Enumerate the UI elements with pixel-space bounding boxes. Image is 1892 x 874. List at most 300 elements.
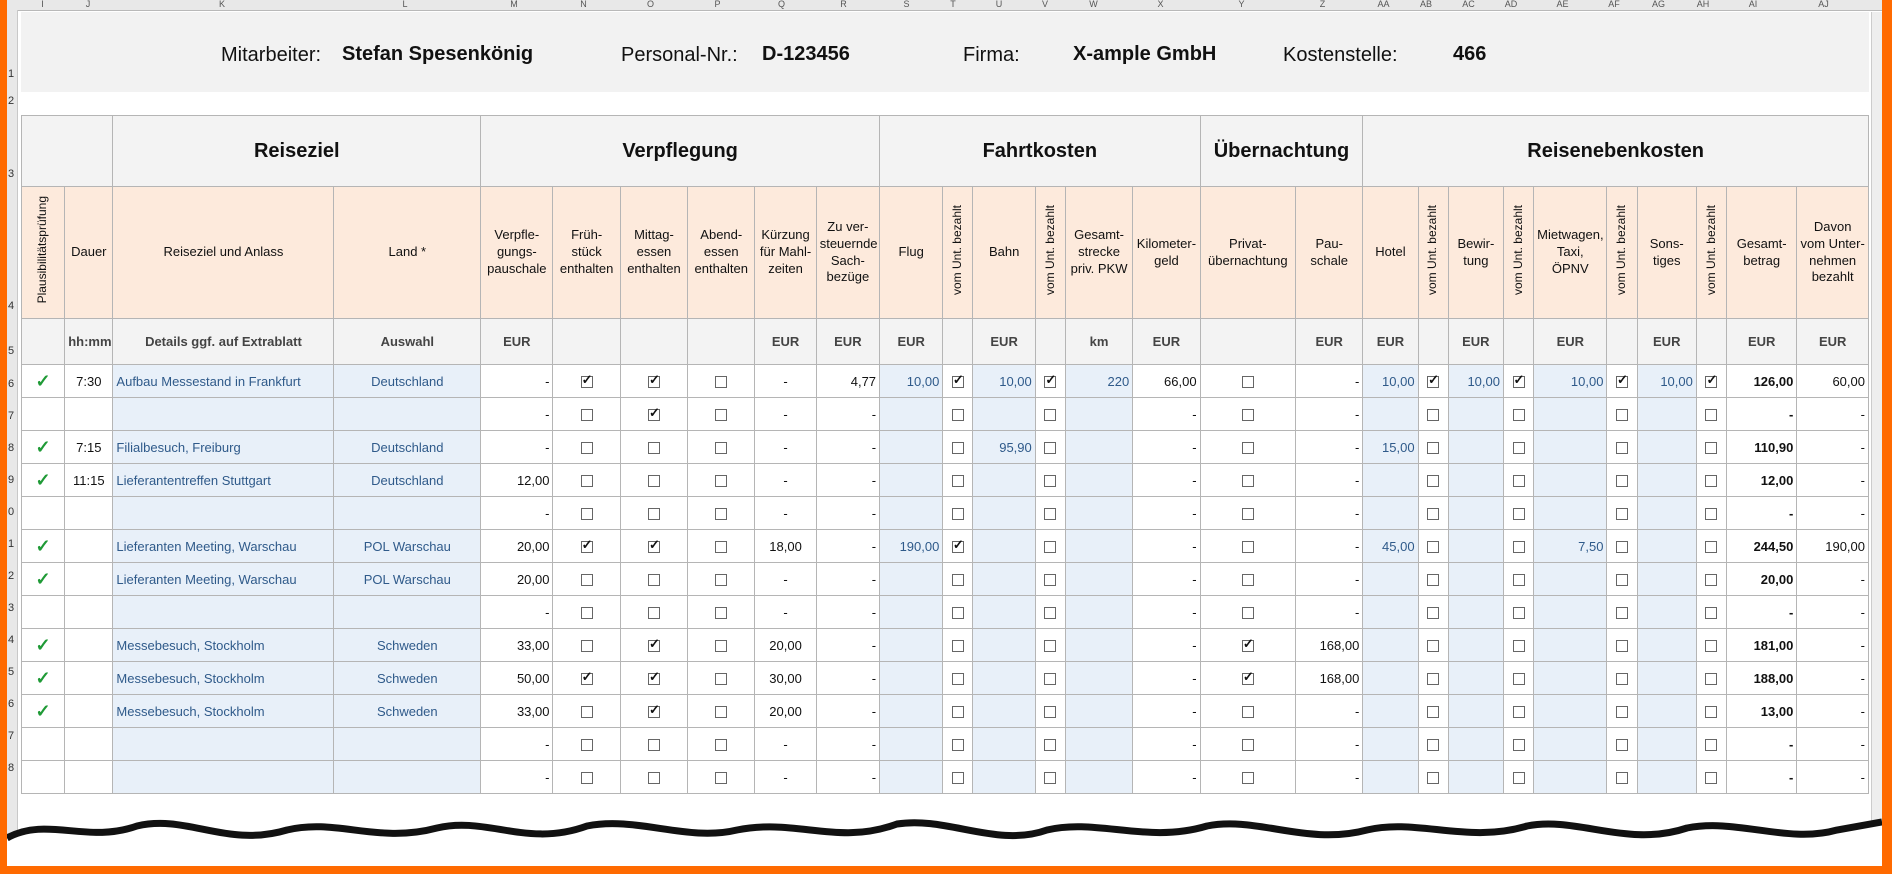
rental-paid-checkbox[interactable] xyxy=(1607,497,1637,530)
column-letter[interactable]: J xyxy=(85,0,91,9)
checkbox-icon[interactable] xyxy=(1616,706,1628,718)
distance-cell[interactable] xyxy=(1065,464,1132,497)
duration-cell[interactable] xyxy=(65,629,113,662)
hospitality-paid-checkbox[interactable] xyxy=(1503,398,1533,431)
row-number[interactable]: 3 xyxy=(8,602,15,614)
train-paid-checkbox[interactable] xyxy=(1035,464,1065,497)
checkbox-icon[interactable] xyxy=(952,376,964,388)
employee-name[interactable]: Stefan Spesenkönig xyxy=(342,43,534,65)
breakfast-checkbox[interactable] xyxy=(553,431,620,464)
other-paid-checkbox[interactable] xyxy=(1696,563,1726,596)
checkbox-icon[interactable] xyxy=(715,607,727,619)
checkbox-icon[interactable] xyxy=(1044,706,1056,718)
train-paid-checkbox[interactable] xyxy=(1035,728,1065,761)
column-letter[interactable]: AE xyxy=(1556,0,1569,9)
other-cost-cell[interactable] xyxy=(1637,464,1696,497)
checkbox-icon[interactable] xyxy=(1616,640,1628,652)
column-letter[interactable]: K xyxy=(218,0,226,9)
rental-paid-checkbox[interactable] xyxy=(1607,629,1637,662)
hotel-cost-cell[interactable] xyxy=(1363,728,1418,761)
checkbox-icon[interactable] xyxy=(1242,640,1254,652)
other-paid-checkbox[interactable] xyxy=(1696,662,1726,695)
lunch-checkbox[interactable] xyxy=(620,662,687,695)
checkbox-icon[interactable] xyxy=(1242,706,1254,718)
hospitality-cost-cell[interactable] xyxy=(1448,695,1503,728)
hotel-paid-checkbox[interactable] xyxy=(1418,695,1448,728)
lunch-checkbox[interactable] xyxy=(620,431,687,464)
checkbox-icon[interactable] xyxy=(715,706,727,718)
train-paid-checkbox[interactable] xyxy=(1035,695,1065,728)
checkbox-icon[interactable] xyxy=(1513,706,1525,718)
hospitality-paid-checkbox[interactable] xyxy=(1503,431,1533,464)
hospitality-cost-cell[interactable] xyxy=(1448,629,1503,662)
checkbox-icon[interactable] xyxy=(715,673,727,685)
flight-paid-checkbox[interactable] xyxy=(943,398,973,431)
flight-paid-checkbox[interactable] xyxy=(943,530,973,563)
column-letter[interactable]: L xyxy=(402,0,408,9)
checkbox-icon[interactable] xyxy=(1616,475,1628,487)
row-number[interactable]: 7 xyxy=(8,410,15,422)
checkbox-icon[interactable] xyxy=(1427,541,1439,553)
checkbox-icon[interactable] xyxy=(952,739,964,751)
row-number[interactable]: 6 xyxy=(8,698,15,710)
private-stay-checkbox[interactable] xyxy=(1200,629,1295,662)
hotel-paid-checkbox[interactable] xyxy=(1418,431,1448,464)
hotel-paid-checkbox[interactable] xyxy=(1418,728,1448,761)
dinner-checkbox[interactable] xyxy=(688,695,755,728)
private-stay-checkbox[interactable] xyxy=(1200,365,1295,398)
country-select[interactable]: Schweden xyxy=(334,662,481,695)
other-cost-cell[interactable] xyxy=(1637,563,1696,596)
train-paid-checkbox[interactable] xyxy=(1035,662,1065,695)
hospitality-cost-cell[interactable] xyxy=(1448,464,1503,497)
dinner-checkbox[interactable] xyxy=(688,464,755,497)
train-paid-checkbox[interactable] xyxy=(1035,563,1065,596)
breakfast-checkbox[interactable] xyxy=(553,728,620,761)
distance-cell[interactable] xyxy=(1065,497,1132,530)
hotel-cost-cell[interactable] xyxy=(1363,662,1418,695)
flight-cost-cell[interactable] xyxy=(880,398,943,431)
rental-paid-checkbox[interactable] xyxy=(1607,464,1637,497)
lunch-checkbox[interactable] xyxy=(620,728,687,761)
checkbox-icon[interactable] xyxy=(1242,772,1254,784)
destination-cell[interactable]: Messebesuch, Stockholm xyxy=(113,695,334,728)
checkbox-icon[interactable] xyxy=(715,739,727,751)
destination-cell[interactable] xyxy=(113,398,334,431)
row-number[interactable]: 3 xyxy=(8,168,15,180)
rental-cost-cell[interactable]: 10,00 xyxy=(1534,365,1607,398)
checkbox-icon[interactable] xyxy=(1616,772,1628,784)
checkbox-icon[interactable] xyxy=(1242,508,1254,520)
rental-cost-cell[interactable] xyxy=(1534,431,1607,464)
checkbox-icon[interactable] xyxy=(648,442,660,454)
breakfast-checkbox[interactable] xyxy=(553,365,620,398)
hotel-paid-checkbox[interactable] xyxy=(1418,629,1448,662)
private-stay-checkbox[interactable] xyxy=(1200,761,1295,794)
checkbox-icon[interactable] xyxy=(581,772,593,784)
flight-paid-checkbox[interactable] xyxy=(943,629,973,662)
flight-cost-cell[interactable] xyxy=(880,662,943,695)
hospitality-paid-checkbox[interactable] xyxy=(1503,497,1533,530)
flight-paid-checkbox[interactable] xyxy=(943,761,973,794)
train-cost-cell[interactable] xyxy=(973,629,1035,662)
checkbox-icon[interactable] xyxy=(715,442,727,454)
lunch-checkbox[interactable] xyxy=(620,629,687,662)
hospitality-cost-cell[interactable] xyxy=(1448,596,1503,629)
destination-cell[interactable]: Messebesuch, Stockholm xyxy=(113,662,334,695)
destination-cell[interactable]: Aufbau Messestand in Frankfurt xyxy=(113,365,334,398)
flight-cost-cell[interactable] xyxy=(880,695,943,728)
country-select[interactable] xyxy=(334,398,481,431)
hotel-cost-cell[interactable] xyxy=(1363,497,1418,530)
train-cost-cell[interactable] xyxy=(973,563,1035,596)
flight-cost-cell[interactable] xyxy=(880,761,943,794)
other-paid-checkbox[interactable] xyxy=(1696,728,1726,761)
checkbox-icon[interactable] xyxy=(1427,673,1439,685)
checkbox-icon[interactable] xyxy=(648,607,660,619)
other-paid-checkbox[interactable] xyxy=(1696,596,1726,629)
checkbox-icon[interactable] xyxy=(1513,739,1525,751)
checkbox-icon[interactable] xyxy=(1616,739,1628,751)
lunch-checkbox[interactable] xyxy=(620,464,687,497)
row-number[interactable]: 6 xyxy=(8,378,15,390)
hotel-paid-checkbox[interactable] xyxy=(1418,398,1448,431)
checkbox-icon[interactable] xyxy=(1044,574,1056,586)
private-stay-checkbox[interactable] xyxy=(1200,596,1295,629)
breakfast-checkbox[interactable] xyxy=(553,497,620,530)
checkbox-icon[interactable] xyxy=(1705,442,1717,454)
checkbox-icon[interactable] xyxy=(648,574,660,586)
checkbox-icon[interactable] xyxy=(1427,640,1439,652)
hotel-paid-checkbox[interactable] xyxy=(1418,497,1448,530)
rental-cost-cell[interactable] xyxy=(1534,563,1607,596)
rental-cost-cell[interactable] xyxy=(1534,695,1607,728)
checkbox-icon[interactable] xyxy=(581,508,593,520)
train-paid-checkbox[interactable] xyxy=(1035,431,1065,464)
checkbox-icon[interactable] xyxy=(648,475,660,487)
destination-cell[interactable]: Messebesuch, Stockholm xyxy=(113,629,334,662)
checkbox-icon[interactable] xyxy=(1513,607,1525,619)
other-paid-checkbox[interactable] xyxy=(1696,530,1726,563)
checkbox-icon[interactable] xyxy=(581,607,593,619)
distance-cell[interactable] xyxy=(1065,695,1132,728)
country-select[interactable] xyxy=(334,761,481,794)
checkbox-icon[interactable] xyxy=(1705,673,1717,685)
company-name[interactable]: X-ample GmbH xyxy=(1073,43,1217,65)
destination-cell[interactable]: Lieferantentreffen Stuttgart xyxy=(113,464,334,497)
checkbox-icon[interactable] xyxy=(1242,442,1254,454)
distance-cell[interactable] xyxy=(1065,431,1132,464)
hotel-cost-cell[interactable] xyxy=(1363,464,1418,497)
checkbox-icon[interactable] xyxy=(581,376,593,388)
checkbox-icon[interactable] xyxy=(1044,607,1056,619)
other-paid-checkbox[interactable] xyxy=(1696,497,1726,530)
rental-cost-cell[interactable] xyxy=(1534,728,1607,761)
flight-paid-checkbox[interactable] xyxy=(943,662,973,695)
country-select[interactable]: Deutschland xyxy=(334,365,481,398)
hotel-paid-checkbox[interactable] xyxy=(1418,662,1448,695)
checkbox-icon[interactable] xyxy=(1616,508,1628,520)
breakfast-checkbox[interactable] xyxy=(553,695,620,728)
train-cost-cell[interactable] xyxy=(973,728,1035,761)
row-number[interactable]: 0 xyxy=(8,506,15,518)
breakfast-checkbox[interactable] xyxy=(553,596,620,629)
checkbox-icon[interactable] xyxy=(1427,706,1439,718)
hospitality-paid-checkbox[interactable] xyxy=(1503,530,1533,563)
private-stay-checkbox[interactable] xyxy=(1200,497,1295,530)
checkbox-icon[interactable] xyxy=(648,541,660,553)
rental-cost-cell[interactable]: 7,50 xyxy=(1534,530,1607,563)
private-stay-checkbox[interactable] xyxy=(1200,563,1295,596)
checkbox-icon[interactable] xyxy=(1242,541,1254,553)
checkbox-icon[interactable] xyxy=(1427,442,1439,454)
row-number[interactable]: 2 xyxy=(8,95,15,107)
rental-cost-cell[interactable] xyxy=(1534,662,1607,695)
checkbox-icon[interactable] xyxy=(648,673,660,685)
country-select[interactable]: POL Warschau xyxy=(334,563,481,596)
duration-cell[interactable] xyxy=(65,761,113,794)
other-paid-checkbox[interactable] xyxy=(1696,464,1726,497)
distance-cell[interactable] xyxy=(1065,629,1132,662)
checkbox-icon[interactable] xyxy=(715,574,727,586)
checkbox-icon[interactable] xyxy=(1044,772,1056,784)
distance-cell[interactable] xyxy=(1065,530,1132,563)
train-paid-checkbox[interactable] xyxy=(1035,761,1065,794)
other-cost-cell[interactable] xyxy=(1637,530,1696,563)
column-letter[interactable]: AH xyxy=(1696,0,1710,9)
rental-cost-cell[interactable] xyxy=(1534,629,1607,662)
breakfast-checkbox[interactable] xyxy=(553,464,620,497)
row-number[interactable]: 8 xyxy=(8,762,15,774)
country-select[interactable] xyxy=(334,728,481,761)
checkbox-icon[interactable] xyxy=(952,673,964,685)
destination-cell[interactable]: Filialbesuch, Freiburg xyxy=(113,431,334,464)
rental-paid-checkbox[interactable] xyxy=(1607,398,1637,431)
checkbox-icon[interactable] xyxy=(1705,640,1717,652)
train-cost-cell[interactable]: 95,90 xyxy=(973,431,1035,464)
private-stay-checkbox[interactable] xyxy=(1200,398,1295,431)
country-select[interactable] xyxy=(334,596,481,629)
lunch-checkbox[interactable] xyxy=(620,365,687,398)
hotel-paid-checkbox[interactable] xyxy=(1418,464,1448,497)
duration-cell[interactable]: 11:15 xyxy=(65,464,113,497)
checkbox-icon[interactable] xyxy=(715,640,727,652)
hospitality-cost-cell[interactable] xyxy=(1448,761,1503,794)
checkbox-icon[interactable] xyxy=(952,640,964,652)
duration-cell[interactable] xyxy=(65,398,113,431)
destination-cell[interactable] xyxy=(113,728,334,761)
dinner-checkbox[interactable] xyxy=(688,563,755,596)
checkbox-icon[interactable] xyxy=(1513,574,1525,586)
train-paid-checkbox[interactable] xyxy=(1035,365,1065,398)
hotel-cost-cell[interactable] xyxy=(1363,563,1418,596)
column-letter[interactable]: T xyxy=(950,0,956,9)
dinner-checkbox[interactable] xyxy=(688,596,755,629)
checkbox-icon[interactable] xyxy=(1044,508,1056,520)
private-stay-checkbox[interactable] xyxy=(1200,464,1295,497)
checkbox-icon[interactable] xyxy=(1044,673,1056,685)
checkbox-icon[interactable] xyxy=(581,739,593,751)
other-cost-cell[interactable] xyxy=(1637,431,1696,464)
rental-paid-checkbox[interactable] xyxy=(1607,662,1637,695)
other-cost-cell[interactable] xyxy=(1637,596,1696,629)
country-select[interactable]: Schweden xyxy=(334,695,481,728)
checkbox-icon[interactable] xyxy=(581,442,593,454)
personnel-number[interactable]: D-123456 xyxy=(762,43,850,65)
rental-cost-cell[interactable] xyxy=(1534,464,1607,497)
checkbox-icon[interactable] xyxy=(952,607,964,619)
destination-cell[interactable] xyxy=(113,761,334,794)
checkbox-icon[interactable] xyxy=(1513,508,1525,520)
hospitality-paid-checkbox[interactable] xyxy=(1503,728,1533,761)
column-letter[interactable]: P xyxy=(714,0,721,9)
costcenter-value[interactable]: 466 xyxy=(1453,43,1487,65)
checkbox-icon[interactable] xyxy=(1242,574,1254,586)
duration-cell[interactable]: 7:30 xyxy=(65,365,113,398)
column-letter[interactable]: AB xyxy=(1419,0,1433,9)
checkbox-icon[interactable] xyxy=(581,475,593,487)
distance-cell[interactable] xyxy=(1065,728,1132,761)
flight-paid-checkbox[interactable] xyxy=(943,497,973,530)
hospitality-cost-cell[interactable] xyxy=(1448,728,1503,761)
train-cost-cell[interactable] xyxy=(973,497,1035,530)
lunch-checkbox[interactable] xyxy=(620,563,687,596)
duration-cell[interactable]: 7:15 xyxy=(65,431,113,464)
checkbox-icon[interactable] xyxy=(1242,409,1254,421)
checkbox-icon[interactable] xyxy=(1044,640,1056,652)
column-letter[interactable]: N xyxy=(580,0,587,9)
checkbox-icon[interactable] xyxy=(1242,673,1254,685)
distance-cell[interactable] xyxy=(1065,662,1132,695)
breakfast-checkbox[interactable] xyxy=(553,629,620,662)
other-cost-cell[interactable] xyxy=(1637,629,1696,662)
checkbox-icon[interactable] xyxy=(952,574,964,586)
row-number[interactable]: 9 xyxy=(8,474,15,486)
flight-cost-cell[interactable]: 10,00 xyxy=(880,365,943,398)
other-cost-cell[interactable]: 10,00 xyxy=(1637,365,1696,398)
checkbox-icon[interactable] xyxy=(715,475,727,487)
hotel-cost-cell[interactable] xyxy=(1363,629,1418,662)
column-letter[interactable]: U xyxy=(995,0,1003,9)
duration-cell[interactable] xyxy=(65,530,113,563)
hotel-paid-checkbox[interactable] xyxy=(1418,596,1448,629)
dinner-checkbox[interactable] xyxy=(688,497,755,530)
checkbox-icon[interactable] xyxy=(648,409,660,421)
checkbox-icon[interactable] xyxy=(1513,772,1525,784)
duration-cell[interactable] xyxy=(65,662,113,695)
other-cost-cell[interactable] xyxy=(1637,497,1696,530)
checkbox-icon[interactable] xyxy=(1427,508,1439,520)
hospitality-paid-checkbox[interactable] xyxy=(1503,695,1533,728)
checkbox-icon[interactable] xyxy=(648,640,660,652)
checkbox-icon[interactable] xyxy=(1427,607,1439,619)
column-letter[interactable]: AA xyxy=(1377,0,1390,9)
column-letter[interactable]: AI xyxy=(1748,0,1758,9)
hotel-paid-checkbox[interactable] xyxy=(1418,530,1448,563)
hospitality-cost-cell[interactable] xyxy=(1448,563,1503,596)
dinner-checkbox[interactable] xyxy=(688,431,755,464)
column-letter[interactable]: AJ xyxy=(1818,0,1829,9)
country-select[interactable] xyxy=(334,497,481,530)
row-number[interactable]: 7 xyxy=(8,730,15,742)
rental-paid-checkbox[interactable] xyxy=(1607,431,1637,464)
rental-cost-cell[interactable] xyxy=(1534,398,1607,431)
row-number[interactable]: 4 xyxy=(8,634,15,646)
duration-cell[interactable] xyxy=(65,728,113,761)
hotel-cost-cell[interactable]: 45,00 xyxy=(1363,530,1418,563)
checkbox-icon[interactable] xyxy=(1616,409,1628,421)
checkbox-icon[interactable] xyxy=(1427,475,1439,487)
hospitality-paid-checkbox[interactable] xyxy=(1503,563,1533,596)
checkbox-icon[interactable] xyxy=(581,409,593,421)
other-cost-cell[interactable] xyxy=(1637,695,1696,728)
hospitality-cost-cell[interactable] xyxy=(1448,431,1503,464)
checkbox-icon[interactable] xyxy=(1427,739,1439,751)
other-paid-checkbox[interactable] xyxy=(1696,761,1726,794)
column-letter[interactable]: I xyxy=(41,0,44,9)
column-letter[interactable]: AD xyxy=(1504,0,1518,9)
row-number[interactable]: 1 xyxy=(8,538,15,550)
checkbox-icon[interactable] xyxy=(1513,541,1525,553)
private-stay-checkbox[interactable] xyxy=(1200,431,1295,464)
checkbox-icon[interactable] xyxy=(952,541,964,553)
checkbox-icon[interactable] xyxy=(581,673,593,685)
checkbox-icon[interactable] xyxy=(648,376,660,388)
row-number[interactable]: 4 xyxy=(8,300,15,312)
checkbox-icon[interactable] xyxy=(952,475,964,487)
dinner-checkbox[interactable] xyxy=(688,530,755,563)
train-paid-checkbox[interactable] xyxy=(1035,497,1065,530)
column-letter[interactable]: M xyxy=(510,0,518,9)
breakfast-checkbox[interactable] xyxy=(553,662,620,695)
dinner-checkbox[interactable] xyxy=(688,761,755,794)
hotel-cost-cell[interactable] xyxy=(1363,398,1418,431)
flight-paid-checkbox[interactable] xyxy=(943,365,973,398)
duration-cell[interactable] xyxy=(65,497,113,530)
column-letter[interactable]: AC xyxy=(1462,0,1475,9)
train-cost-cell[interactable] xyxy=(973,662,1035,695)
checkbox-icon[interactable] xyxy=(1513,475,1525,487)
dinner-checkbox[interactable] xyxy=(688,629,755,662)
rental-paid-checkbox[interactable] xyxy=(1607,365,1637,398)
column-letter[interactable]: R xyxy=(840,0,847,9)
checkbox-icon[interactable] xyxy=(952,706,964,718)
checkbox-icon[interactable] xyxy=(952,409,964,421)
duration-cell[interactable] xyxy=(65,695,113,728)
train-cost-cell[interactable] xyxy=(973,596,1035,629)
checkbox-icon[interactable] xyxy=(1705,574,1717,586)
checkbox-icon[interactable] xyxy=(1616,541,1628,553)
row-number[interactable]: 5 xyxy=(8,345,15,357)
flight-cost-cell[interactable]: 190,00 xyxy=(880,530,943,563)
rental-cost-cell[interactable] xyxy=(1534,761,1607,794)
rental-cost-cell[interactable] xyxy=(1534,596,1607,629)
hospitality-cost-cell[interactable]: 10,00 xyxy=(1448,365,1503,398)
lunch-checkbox[interactable] xyxy=(620,596,687,629)
country-select[interactable]: Deutschland xyxy=(334,431,481,464)
breakfast-checkbox[interactable] xyxy=(553,563,620,596)
train-paid-checkbox[interactable] xyxy=(1035,596,1065,629)
hospitality-paid-checkbox[interactable] xyxy=(1503,365,1533,398)
train-cost-cell[interactable] xyxy=(973,464,1035,497)
hospitality-paid-checkbox[interactable] xyxy=(1503,662,1533,695)
checkbox-icon[interactable] xyxy=(581,640,593,652)
flight-cost-cell[interactable] xyxy=(880,431,943,464)
checkbox-icon[interactable] xyxy=(1705,376,1717,388)
checkbox-icon[interactable] xyxy=(1513,640,1525,652)
train-paid-checkbox[interactable] xyxy=(1035,398,1065,431)
dinner-checkbox[interactable] xyxy=(688,728,755,761)
